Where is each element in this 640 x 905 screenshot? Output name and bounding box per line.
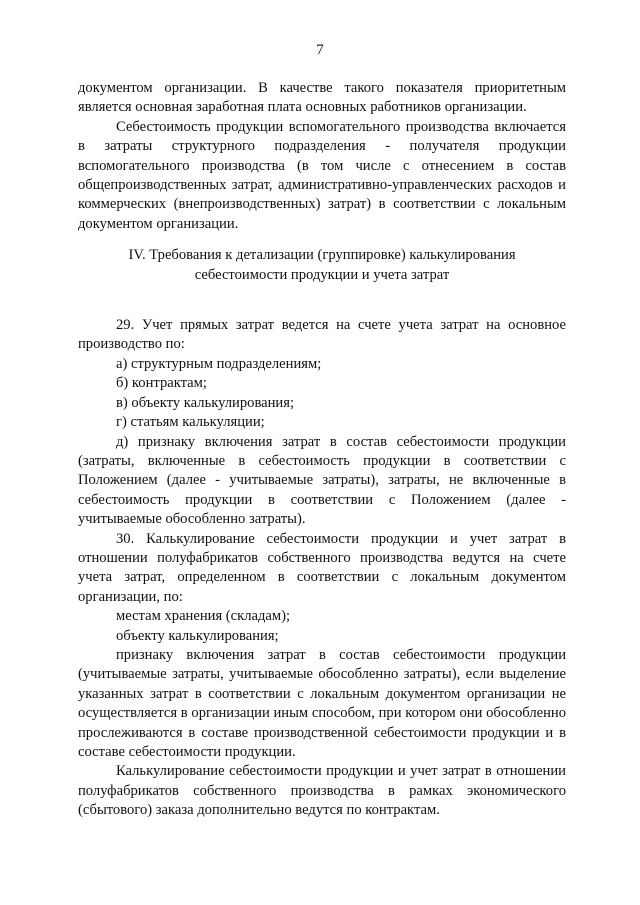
clause-29-intro: 29. Учет прямых затрат ведется на счете учета затрат на основное производство по: (78, 317, 566, 353)
paragraph-auxiliary-production-cost: Себестоимость продукции вспомогательного производства включается в затраты структурного подразделения - получателя продукции вспомогательного производства (в том числе с отнесением в состав общепроизводственных затрат, административно-управленческих расходов и коммерческих (внепроизводственных) затрат) в соответствии с локальным документом организации. (78, 118, 566, 232)
clause-30-intro: 30. Калькулирование себестоимости продукции и учет затрат в отношении полуфабрикатов собственного производства ведутся на счете учета затрат, определенном в соответствии с локальным документом организации, по: (78, 530, 566, 605)
section-heading-line-2: себестоимости продукции и учета затрат (194, 266, 450, 283)
clause-29-item-c: в) объекту калькулирования; (116, 394, 295, 411)
clause-29-item-b: б) контрактам; (116, 375, 207, 392)
paragraph-continuation: документом организации. В качестве такого показателя приоритетным является основная заработная плата основных работников организации. (78, 80, 566, 116)
clause-29-item-g: г) статьям калькуляции; (116, 414, 265, 431)
clause-30-closing: Калькулирование себестоимости продукции и учет затрат в отношении полуфабрикатов собственного производства в рамках экономического (сбытового) заказа дополнительно ведутся по контрактам. (78, 763, 566, 819)
document-body (78, 79, 566, 821)
clause-30-item-object: объекту калькулирования; (116, 627, 279, 644)
section-heading (78, 246, 566, 285)
clause-29-item-d: д) признаку включения затрат в состав себестоимости продукции (затраты, включенные в себестоимость продукции в соответствии с Положением (далее - учитываемые затраты), затраты, не включенные в себестоимость продукции в соответствии с Положением (далее - учитываемые обособленно затраты). (78, 433, 566, 528)
section-heading-line-1: IV. Требования к детализации (группировке) калькулирования (128, 247, 516, 264)
clause-30-item-sign: признаку включения затрат в состав себестоимости продукции (учитываемые затраты, учитываемые обособленно затраты), если выделение указанных затрат в соответствии с локальным документом организации не осуществляется в организации иным способом, при котором они обособленно прослеживаются в составе производственной себестоимости продукции и в составе себестоимости продукции. (78, 646, 566, 760)
page-number: 7 (316, 42, 324, 58)
clause-29-item-a: а) структурным подразделениям; (116, 355, 322, 372)
clause-30-item-storage: местам хранения (складам); (116, 608, 291, 625)
